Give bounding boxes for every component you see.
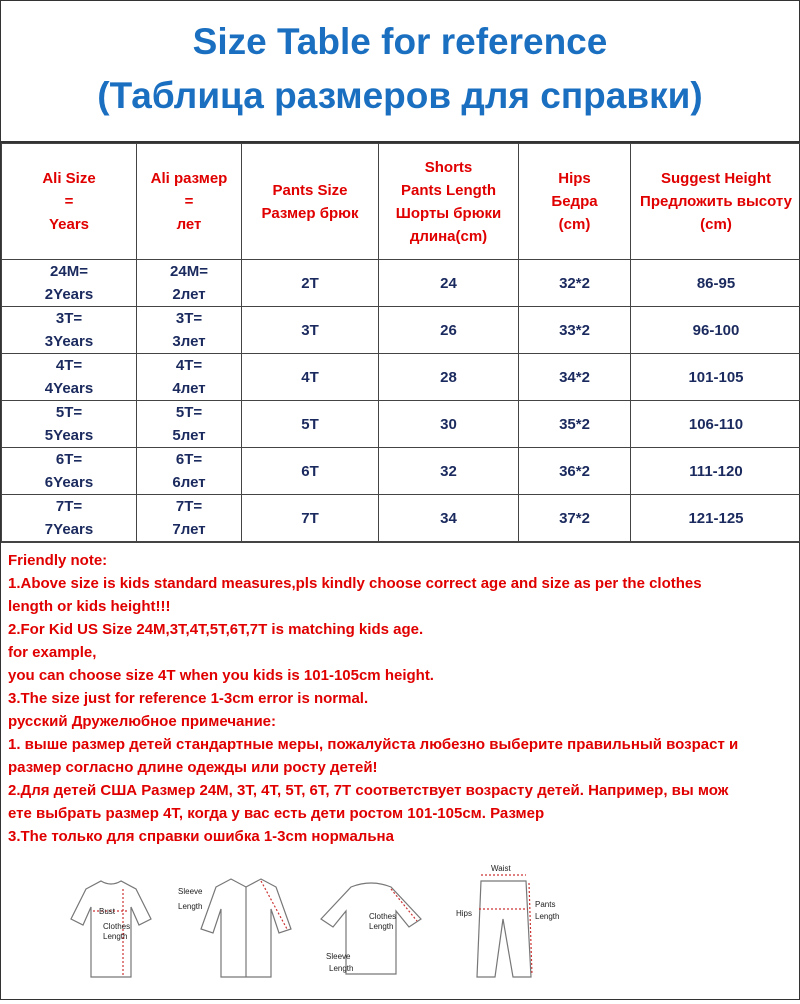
table-header-row (2, 144, 800, 260)
cell-ali-size (2, 307, 137, 354)
cell-hips: 37*2 (519, 495, 631, 542)
size-table (1, 143, 800, 542)
table-row (2, 495, 800, 542)
cell-ali-ru (137, 448, 242, 495)
header-line: (cm) (631, 213, 800, 236)
cell-line: 7T= (137, 495, 241, 518)
header-line: Pants Size (242, 179, 378, 202)
label-bust: Bust (99, 907, 116, 916)
label-length-1: Length (103, 932, 127, 941)
header-line: Years (2, 213, 136, 236)
cell-ali-ru (137, 354, 242, 401)
cell-line: 4лет (137, 377, 241, 400)
cell-hips: 36*2 (519, 448, 631, 495)
cell-line: 2Years (2, 283, 136, 306)
note-line: 2.Для детей США Размер 24M, 3T, 4T, 5T, 6T, 7T соответствует возрасту детей. Например, вы мож (8, 779, 799, 802)
cell-height: 111-120 (631, 448, 800, 495)
cell-pants: 7T (242, 495, 379, 542)
header-line: Suggest Height (631, 167, 800, 190)
label-hips: Hips (456, 909, 472, 918)
label-length-3: Length (369, 922, 393, 931)
title-english: Size Table for reference (1, 1, 799, 61)
cell-length: 26 (379, 307, 519, 354)
cell-line: 2лет (137, 283, 241, 306)
cell-line: 6T= (137, 448, 241, 471)
shirt-diagram (201, 879, 291, 977)
cell-line: 7T= (2, 495, 136, 518)
cell-line: 7лет (137, 518, 241, 541)
title-box (1, 1, 799, 143)
cell-length: 34 (379, 495, 519, 542)
cell-line: 4T= (137, 354, 241, 377)
measurement-diagrams (51, 859, 571, 999)
cell-line: 5T= (137, 401, 241, 424)
header-line: Shorts (379, 156, 518, 179)
cell-line: 3лет (137, 330, 241, 353)
cell-line: 6лет (137, 471, 241, 494)
measurement-diagrams-svg (51, 859, 571, 999)
header-cell (379, 144, 519, 260)
cell-hips: 33*2 (519, 307, 631, 354)
note-line: размер согласно длине одежды или росту детей! (8, 756, 799, 779)
header-line: Размер брюк (242, 202, 378, 225)
cell-ali-ru (137, 260, 242, 307)
cell-line: 3Years (2, 330, 136, 353)
cell-length: 32 (379, 448, 519, 495)
cell-height: 86-95 (631, 260, 800, 307)
header-line: Ali размер (137, 167, 241, 190)
note-line: 1.Above size is kids standard measures,pls kindly choose correct age and size as per the clothes (8, 572, 799, 595)
header-line: лет (137, 213, 241, 236)
label-length-5: Length (535, 912, 559, 921)
cell-length: 28 (379, 354, 519, 401)
header-cell (137, 144, 242, 260)
cell-hips: 35*2 (519, 401, 631, 448)
cell-line: 3T= (137, 307, 241, 330)
cell-line: 5лет (137, 424, 241, 447)
table-row (2, 307, 800, 354)
cell-line: 7Years (2, 518, 136, 541)
cell-ali-size (2, 354, 137, 401)
cell-line: 24M= (2, 260, 136, 283)
table-body (2, 260, 800, 542)
cell-length: 24 (379, 260, 519, 307)
header-line: = (137, 190, 241, 213)
note-line: 2.For Kid US Size 24M,3T,4T,5T,6T,7T is matching kids age. (8, 618, 799, 641)
cell-ali-ru (137, 307, 242, 354)
header-cell (631, 144, 800, 260)
header-line: длина(cm) (379, 225, 518, 248)
table-row (2, 354, 800, 401)
cell-height: 96-100 (631, 307, 800, 354)
label-waist: Waist (491, 864, 511, 873)
note-line: Friendly note: (8, 549, 799, 572)
label-length-2: Length (178, 902, 202, 911)
note-line: for example, (8, 641, 799, 664)
note-line: 3.The size just for reference 1-3cm error is normal. (8, 687, 799, 710)
cell-pants: 6T (242, 448, 379, 495)
label-sleeve-1: Sleeve (178, 887, 203, 896)
pants-diagram (477, 875, 532, 977)
cell-line: 6Years (2, 471, 136, 494)
header-cell (242, 144, 379, 260)
note-line: русский Дружелюбное примечание: (8, 710, 799, 733)
cell-line: 5Years (2, 424, 136, 447)
header-cell (2, 144, 137, 260)
label-length-4: Length (329, 964, 353, 973)
header-cell (519, 144, 631, 260)
cell-ali-ru (137, 495, 242, 542)
cell-height: 101-105 (631, 354, 800, 401)
cell-pants: 4T (242, 354, 379, 401)
cell-ali-size (2, 495, 137, 542)
title-russian: (Таблица размеров для справки) (1, 61, 799, 115)
cell-height: 121-125 (631, 495, 800, 542)
cell-line: 24M= (137, 260, 241, 283)
cell-length: 30 (379, 401, 519, 448)
note-line: you can choose size 4T when you kids is 101-105cm height. (8, 664, 799, 687)
cell-height: 106-110 (631, 401, 800, 448)
cell-line: 4Years (2, 377, 136, 400)
cell-line: 4T= (2, 354, 136, 377)
header-line: = (2, 190, 136, 213)
cell-pants: 5T (242, 401, 379, 448)
cell-hips: 32*2 (519, 260, 631, 307)
label-clothes-1: Clothes (103, 922, 130, 931)
header-line: Бедра (519, 190, 630, 213)
cell-ali-size (2, 401, 137, 448)
header-line: Шорты брюки (379, 202, 518, 225)
header-line: Hips (519, 167, 630, 190)
cell-line: 3T= (2, 307, 136, 330)
label-sleeve-2: Sleeve (326, 952, 351, 961)
table-row (2, 260, 800, 307)
cell-line: 6T= (2, 448, 136, 471)
cell-pants: 2T (242, 260, 379, 307)
table-row (2, 448, 800, 495)
friendly-notes (1, 542, 799, 848)
note-line: 3.The только для справки ошибка 1-3cm нормальна (8, 825, 799, 848)
cell-pants: 3T (242, 307, 379, 354)
cell-ali-size (2, 260, 137, 307)
note-line: length or kids height!!! (8, 595, 799, 618)
note-line: ете выбрать размер 4T, когда у вас есть дети ростом 101-105см. Размер (8, 802, 799, 825)
header-line: Предложить высоту (631, 190, 800, 213)
label-pants: Pants (535, 900, 555, 909)
header-line: (cm) (519, 213, 630, 236)
note-line: 1. выше размер детей стандартные меры, пожалуйста любезно выберите правильный возраст и (8, 733, 799, 756)
cell-ali-size (2, 448, 137, 495)
header-line: Pants Length (379, 179, 518, 202)
cell-line: 5T= (2, 401, 136, 424)
label-clothes-2: Clothes (369, 912, 396, 921)
cell-hips: 34*2 (519, 354, 631, 401)
header-line: Ali Size (2, 167, 136, 190)
cell-ali-ru (137, 401, 242, 448)
table-row (2, 401, 800, 448)
